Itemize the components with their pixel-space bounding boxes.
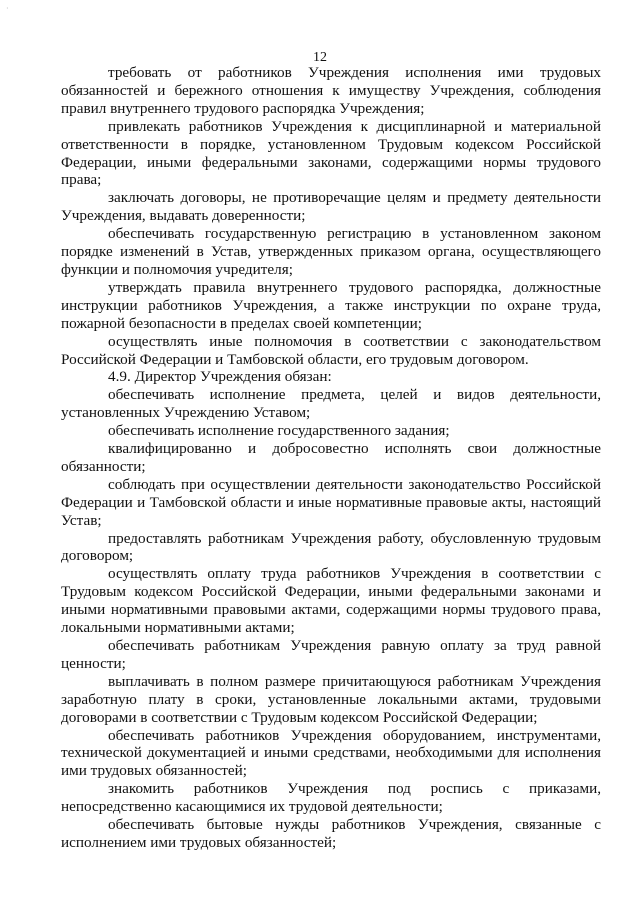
duty-item: обеспечивать работников Учреждения оборудованием, инструментами, технической документацией и иными средствами, необходимыми для исполнения ими трудовых обязанностей; bbox=[61, 726, 601, 780]
paragraph: осуществлять иные полномочия в соответствии с законодательством Российской Федерации и Тамбовской области, его трудовым договором. bbox=[61, 332, 601, 368]
document-body bbox=[61, 64, 601, 852]
paragraph: утверждать правила внутреннего трудового распорядка, должностные инструкции работников Учреждения, а также инструкции по охране труда, пожарной безопасности в пределах своей компетенции; bbox=[61, 278, 601, 332]
duty-item: выплачивать в полном размере причитающуюся работникам Учреждения заработную плату в сроки, установленные локальными актами, трудовыми договорами в соответствии с Трудовым кодексом Российской Федерации; bbox=[61, 672, 601, 726]
duty-item: обеспечивать работникам Учреждения равную оплату за труд равной ценности; bbox=[61, 637, 601, 672]
duty-item: знакомить работников Учреждения под роспись с приказами, непосредственно касающимися их трудовой деятельности; bbox=[61, 780, 601, 816]
paragraph: обеспечивать государственную регистрацию в установленном законом порядке изменений в Устав, утвержденных приказом органа, осуществляющего функции и полномочия учредителя; bbox=[61, 225, 601, 278]
duty-item: соблюдать при осуществлении деятельности законодательство Российской Федерации и Тамбовской области и иные нормативные правовые акты, настоящий Устав; bbox=[61, 475, 601, 529]
duty-item: осуществлять оплату труда работников Учреждения в соответствии с Трудовым кодексом Российской Федерации, иными федеральными законами и иными нормативными правовыми актами, содержащими нормы трудового права, локальными нормативными актами; bbox=[61, 565, 601, 637]
duty-item: квалифицированно и добросовестно исполнять свои должностные обязанности; bbox=[61, 440, 601, 475]
duty-item: предоставлять работникам Учреждения работу, обусловленную трудовым договором; bbox=[61, 529, 601, 565]
paragraph: заключать договоры, не противоречащие целям и предмету деятельности Учреждения, выдавать доверенности; bbox=[61, 189, 601, 225]
duty-item: обеспечивать исполнение государственного задания; bbox=[108, 422, 450, 440]
paragraph: требовать от работников Учреждения исполнения ими трудовых обязанностей и бережного отношения к имуществу Учреждения, соблюдения правил внутреннего трудового распорядка Учреждения; bbox=[61, 64, 601, 117]
paragraph: привлекать работников Учреждения к дисциплинарной и материальной ответственности в порядке, установленном Трудовым кодексом Российской Федерации, иными федеральными законами, содержащими нормы трудового права; bbox=[61, 117, 601, 189]
scan-corner-mark: · bbox=[6, 4, 9, 13]
duty-item: обеспечивать исполнение предмета, целей и видов деятельности, установленных Учреждению Уставом; bbox=[61, 386, 601, 422]
page-number: 12 bbox=[313, 50, 327, 65]
section-heading: 4.9. Директор Учреждения обязан: bbox=[108, 368, 332, 386]
duty-item: обеспечивать бытовые нужды работников Учреждения, связанные с исполнением ими трудовых обязанностей; bbox=[61, 816, 601, 851]
